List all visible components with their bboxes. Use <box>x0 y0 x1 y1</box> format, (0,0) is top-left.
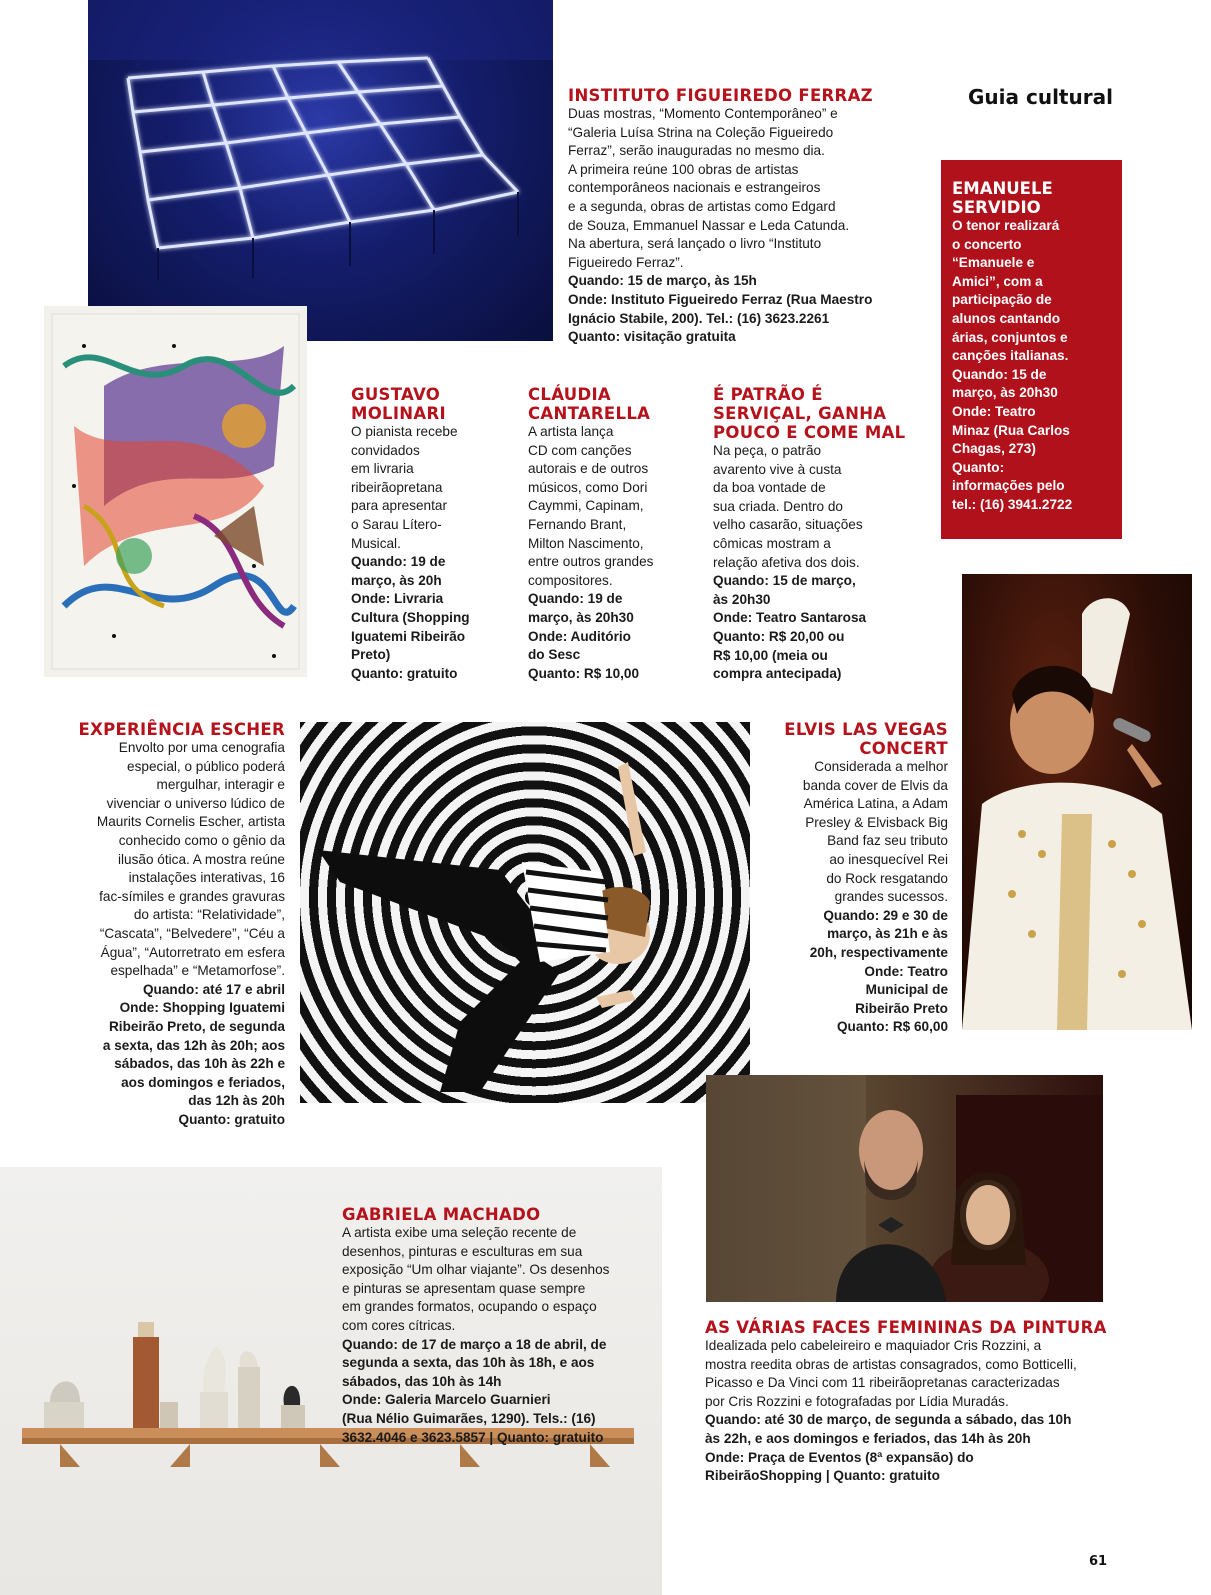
abstract-painting-graphic <box>44 306 307 677</box>
body-line: convidados <box>351 442 420 458</box>
body-line: Na abertura, será lançado o livro “Instituto <box>568 236 822 252</box>
body-line: ribeirãopretana <box>351 479 443 495</box>
info-line: Quanto: <box>952 459 1005 475</box>
article-escher <box>60 720 285 1129</box>
body-line: o concerto <box>952 236 1022 252</box>
article-body <box>528 423 698 683</box>
body-line: Água”, “Autorretrato em esfera <box>100 944 285 960</box>
info-line: Onde: Shopping Iguatemi <box>119 1000 285 1016</box>
body-line: entre outros grandes <box>528 554 654 570</box>
body-line: Fernando Brant, <box>528 516 627 532</box>
article-figueiredo <box>568 86 898 347</box>
body-line: Maurits Cornelis Escher, artista <box>96 814 285 830</box>
article-faces <box>705 1318 1115 1486</box>
info-line: Iguatemi Ribeirão <box>351 628 466 644</box>
article-body <box>705 1337 1115 1486</box>
article-body <box>765 758 948 1037</box>
body-line: “Emanuele e <box>952 255 1035 271</box>
info-line: Preto) <box>351 647 391 663</box>
article-title: CLÁUDIA <box>528 385 611 404</box>
info-line: março, às 20h30 <box>952 385 1058 401</box>
info-line: Quando: 15 de <box>952 366 1047 382</box>
body-line: A artista lança <box>528 424 614 439</box>
info-line: Quando: de 17 de março a 18 de abril, de <box>342 1336 607 1352</box>
body-line: da boa vontade de <box>713 480 826 496</box>
body-line: O tenor realizará <box>952 218 1060 233</box>
body-line: Ferraz”, serão inauguradas no mesmo dia. <box>568 143 825 159</box>
info-line: Ribeirão Preto, de segunda <box>108 1018 285 1034</box>
info-line: Onde: Teatro <box>864 963 948 979</box>
info-line: às 20h30 <box>713 591 771 607</box>
body-line: Picasso e Da Vinci com 11 ribeirãopretanas caracterizadas <box>705 1375 1060 1391</box>
elvis-graphic <box>962 574 1192 1030</box>
body-line: músicos, como Dori <box>528 479 648 495</box>
article-title: GUSTAVO <box>351 385 441 404</box>
body-line: alunos cantando <box>952 310 1061 326</box>
article-title: AS VÁRIAS FACES FEMININAS DA PINTURA <box>705 1318 1107 1337</box>
info-line: informações pelo <box>952 478 1065 494</box>
info-line: a sexta, das 12h às 20h; aos <box>102 1037 285 1053</box>
body-line: Idealizada pelo cabeleireiro e maquiador Cris Rozzini, a <box>705 1338 1042 1353</box>
body-line: relação afetiva dos dois. <box>713 554 860 570</box>
article-title: ELVIS LAS VEGAS <box>784 720 948 739</box>
body-line: em grandes formatos, ocupando o espaço <box>342 1299 597 1315</box>
info-line: sábados, das 10h às 14h <box>342 1373 502 1389</box>
article-gustavo <box>351 385 516 683</box>
body-line: de Souza, Emmanuel Nassar e Leda Catunda. <box>568 217 850 233</box>
body-line: Caymmi, Capinam, <box>528 498 644 514</box>
info-line: Quanto: R$ 10,00 <box>528 665 640 681</box>
info-line: das 12h às 20h <box>188 1093 285 1109</box>
info-line: Quando: 15 de março, <box>713 573 856 589</box>
article-body <box>351 423 516 683</box>
body-line: Presley & Elvisback Big <box>805 814 948 830</box>
info-line: aos domingos e feriados, <box>121 1074 285 1090</box>
article-title: MOLINARI <box>351 404 446 423</box>
body-line: A artista exibe uma seleção recente de <box>342 1225 577 1240</box>
info-line: Municipal de <box>865 982 948 998</box>
body-line: instalações interativas, 16 <box>128 870 285 886</box>
info-line: Onde: Teatro Santarosa <box>713 610 867 626</box>
body-line: Envolto por uma cenografia <box>118 740 285 755</box>
article-title: SERVIDIO <box>952 198 1041 217</box>
body-line: exposição “Um olhar viajante”. Os desenhos <box>342 1262 610 1278</box>
faces-graphic <box>706 1075 1103 1302</box>
body-line: o Sarau Lítero- <box>351 516 442 532</box>
article-patrao <box>713 385 913 684</box>
info-line: Quanto: R$ 20,00 ou <box>713 628 845 644</box>
body-line: participação de <box>952 292 1052 308</box>
info-line: Quando: 29 e 30 de <box>823 907 948 923</box>
body-line: Milton Nascimento, <box>528 535 644 551</box>
article-emanuele-box <box>941 160 1122 539</box>
body-line: grandes sucessos. <box>834 889 948 905</box>
body-line: avarento vive à custa <box>713 461 842 477</box>
body-line: conhecido como o gênio da <box>118 832 285 848</box>
body-line: ao inesquecível Rei <box>829 851 948 867</box>
info-line: Quanto: gratuito <box>351 665 458 681</box>
article-title: POUCO E COME MAL <box>713 423 906 442</box>
body-line: e a segunda, obras de artistas como Edgard <box>568 198 836 214</box>
body-line: árias, conjuntos e <box>952 329 1068 345</box>
info-line: Onde: Auditório <box>528 628 631 644</box>
info-line: 20h, respectivamente <box>809 944 948 960</box>
article-claudia <box>528 385 698 683</box>
photo-neon-grid <box>88 0 553 341</box>
escher-figure-graphic <box>300 722 750 1103</box>
body-line: CD com canções <box>528 442 632 458</box>
article-body <box>952 217 1118 515</box>
body-line: velho casarão, situações <box>713 517 863 533</box>
body-line: ilusão ótica. A mostra reúne <box>118 851 285 867</box>
info-line: Quando: 19 de <box>351 554 446 570</box>
body-line: A primeira reúne 100 obras de artistas <box>568 161 799 177</box>
info-line: Quando: até 30 de março, de segunda a sábado, das 10h <box>705 1412 1072 1428</box>
info-line: às 22h, e aos domingos e feriados, das 14h às 20h <box>705 1430 1031 1446</box>
info-line: Quando: até 17 e abril <box>142 981 285 997</box>
info-line: Onde: Instituto Figueiredo Ferraz (Rua Maestro <box>568 291 873 307</box>
info-line: Onde: Livraria <box>351 591 444 607</box>
body-line: cômicas mostram a <box>713 535 831 551</box>
info-line: sábados, das 10h às 22h e <box>114 1056 285 1072</box>
body-line: América Latina, a Adam <box>803 796 948 812</box>
body-line: Na peça, o patrão <box>713 443 822 458</box>
body-line: Figueiredo Ferraz”. <box>568 254 684 270</box>
body-line: mergulhar, interagir e <box>156 777 285 793</box>
article-title: GABRIELA MACHADO <box>342 1205 541 1224</box>
info-line: março, às 20h30 <box>528 609 634 625</box>
info-line: Cultura (Shopping <box>351 609 470 625</box>
info-line: março, às 20h <box>351 572 442 588</box>
info-line: Quando: 19 de <box>528 591 623 607</box>
body-line: canções italianas. <box>952 348 1069 364</box>
article-title: CANTARELLA <box>528 404 651 423</box>
info-line: março, às 21h e às <box>827 926 948 942</box>
info-line: RibeirãoShopping | Quanto: gratuito <box>705 1468 940 1484</box>
info-line: 3632.4046 e 3623.5857 | Quanto: gratuito <box>342 1429 604 1445</box>
article-title: EXPERIÊNCIA ESCHER <box>78 720 285 739</box>
info-line: do Sesc <box>528 647 581 663</box>
info-line: Ignácio Stabile, 200). Tel.: (16) 3623.2261 <box>568 310 830 326</box>
info-line: Quanto: visitação gratuita <box>568 329 736 345</box>
info-line: Quanto: R$ 60,00 <box>836 1019 948 1035</box>
article-title: É PATRÃO É <box>713 385 823 404</box>
body-line: mostra reedita obras de artistas consagrados, como Botticelli, <box>705 1356 1077 1372</box>
body-line: com cores cítricas. <box>342 1317 456 1333</box>
body-line: fac-símiles e grandes gravuras <box>99 888 285 904</box>
body-line: Band faz seu tributo <box>827 833 948 849</box>
photo-painting-faces <box>706 1075 1103 1302</box>
article-body <box>568 105 898 347</box>
info-line: Onde: Teatro <box>952 403 1036 419</box>
body-line: e pinturas se apresentam quase sempre <box>342 1280 586 1296</box>
neon-grid-graphic <box>88 0 553 341</box>
info-line: Quando: 15 de março, às 15h <box>568 273 757 289</box>
body-line: Duas mostras, “Momento Contemporâneo” e <box>568 106 838 121</box>
article-gabriela <box>342 1205 642 1447</box>
article-body <box>713 442 913 684</box>
body-line: espelhada” e “Metamorfose”. <box>110 963 285 979</box>
article-title: INSTITUTO FIGUEIREDO FERRAZ <box>568 86 873 105</box>
body-line: “Galeria Luísa Strina na Coleção Figueiredo <box>568 124 834 140</box>
body-line: banda cover de Elvis da <box>802 777 948 793</box>
article-title: SERVIÇAL, GANHA <box>713 404 887 423</box>
photo-elvis-singer <box>962 574 1192 1030</box>
article-title: EMANUELE <box>952 179 1053 198</box>
info-line: compra antecipada) <box>713 666 842 682</box>
body-line: O pianista recebe <box>351 424 458 439</box>
info-line: tel.: (16) 3941.2722 <box>952 496 1073 512</box>
info-line: Ribeirão Preto <box>855 1000 948 1016</box>
section-title: Guia cultural <box>968 85 1113 109</box>
body-line: desenhos, pinturas e esculturas em sua <box>342 1243 583 1259</box>
body-line: especial, o público poderá <box>127 758 285 774</box>
body-line: “Cascata”, “Belvedere”, “Céu a <box>99 925 285 941</box>
body-line: Musical. <box>351 535 401 551</box>
info-line: segunda a sexta, das 10h às 18h, e aos <box>342 1355 595 1371</box>
body-line: compositores. <box>528 572 613 588</box>
body-line: para apresentar <box>351 498 447 514</box>
info-line: Onde: Praça de Eventos (8ª expansão) do <box>705 1449 974 1465</box>
body-line: por Cris Rozzini e fotografadas por Lídia Muradás. <box>705 1393 1009 1409</box>
body-line: sua criada. Dentro do <box>713 498 843 514</box>
body-line: em livraria <box>351 461 414 477</box>
article-body <box>60 739 285 1129</box>
article-elvis <box>765 720 948 1037</box>
info-line: Onde: Galeria Marcelo Guarnieri <box>342 1392 551 1408</box>
body-line: Amici”, com a <box>952 273 1043 289</box>
body-line: vivenciar o universo lúdico de <box>106 795 285 811</box>
info-line: Minaz (Rua Carlos <box>952 422 1070 438</box>
info-line: Chagas, 273) <box>952 441 1036 457</box>
photo-abstract-painting <box>44 306 307 677</box>
info-line: (Rua Nélio Guimarães, 1290). Tels.: (16) <box>342 1410 596 1426</box>
article-title: CONCERT <box>859 739 948 758</box>
body-line: do Rock resgatando <box>826 870 948 886</box>
info-line: R$ 10,00 (meia ou <box>713 647 828 663</box>
info-line: Quanto: gratuito <box>178 1111 285 1127</box>
page-number: 61 <box>1089 1554 1108 1569</box>
body-line: contemporâneos nacionais e estrangeiros <box>568 180 821 196</box>
body-line: Considerada a melhor <box>814 759 948 774</box>
article-body <box>342 1224 642 1447</box>
photo-escher-room <box>300 722 750 1103</box>
body-line: do artista: “Relatividade”, <box>133 907 285 923</box>
body-line: autorais e de outros <box>528 461 649 477</box>
